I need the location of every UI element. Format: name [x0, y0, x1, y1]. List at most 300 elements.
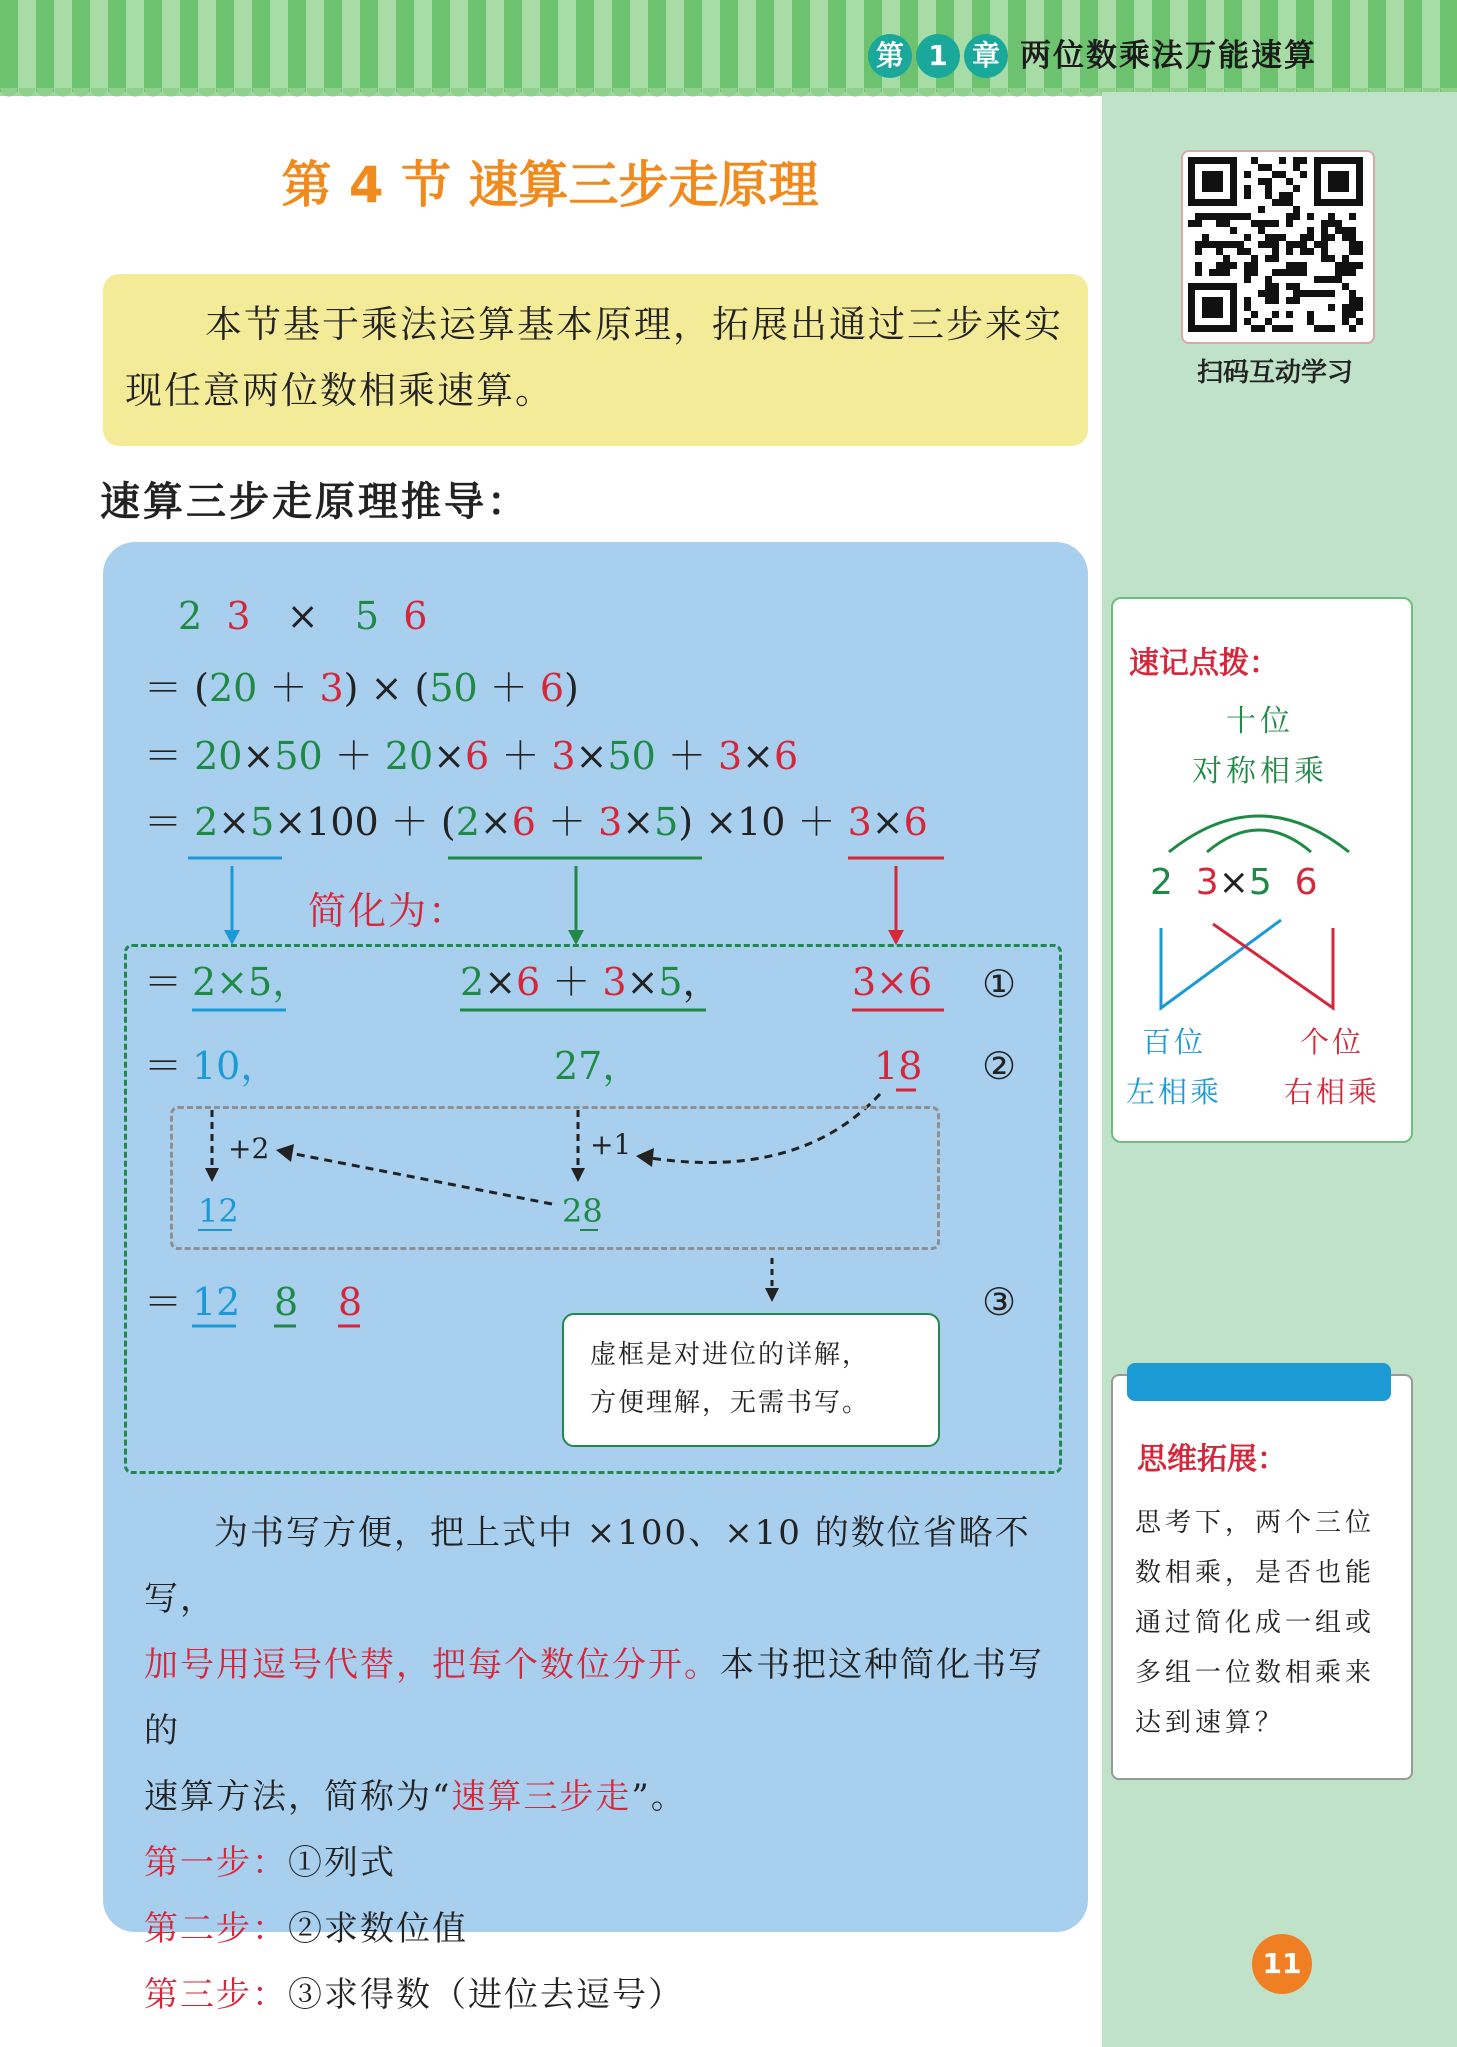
- operator: ×10 ＋: [693, 800, 848, 844]
- qr-module: [1293, 185, 1300, 192]
- qr-module: [1328, 220, 1335, 227]
- step3-marker: ③: [982, 1280, 1017, 1324]
- term: 6: [903, 800, 928, 844]
- thinking-tab: [1127, 1363, 1391, 1401]
- text: 本书把这种简化书写的: [144, 1645, 1044, 1751]
- qr-module: [1230, 213, 1237, 220]
- operator: ×: [433, 734, 466, 778]
- qr-module: [1342, 269, 1349, 276]
- text: 为书写方便，把上式中 ×100、×10 的数位省略不写，: [144, 1513, 1031, 1619]
- step3-hundreds: 12: [192, 1280, 241, 1324]
- qr-module: [1286, 297, 1293, 304]
- thinking-heading: 思维拓展：: [1137, 1442, 1287, 1477]
- qr-code-icon: [1183, 152, 1369, 338]
- qr-module: [1356, 248, 1363, 255]
- operator: ×: [242, 734, 275, 778]
- term: 50: [429, 666, 478, 710]
- paren: ): [678, 800, 694, 844]
- qr-module: [1279, 192, 1286, 199]
- qr-module: [1223, 241, 1230, 248]
- qr-module: [1356, 304, 1363, 311]
- term: 3: [602, 960, 627, 1004]
- carry-result-left: [198, 1192, 239, 1230]
- tip-digits: [1150, 862, 1318, 903]
- qr-module: [1293, 269, 1300, 276]
- equals-sign: ＝: [144, 800, 183, 844]
- qr-finder: [1202, 171, 1223, 192]
- qr-module: [1188, 220, 1195, 227]
- qr-module: [1286, 220, 1293, 227]
- qr-module: [1216, 262, 1223, 269]
- qr-module: [1244, 304, 1251, 311]
- qr-module: [1342, 234, 1349, 241]
- term: 2: [460, 960, 485, 1004]
- term: 20: [208, 666, 258, 710]
- qr-module: [1328, 304, 1335, 311]
- qr-module: [1335, 227, 1342, 234]
- step2-mid: 27，: [554, 1044, 641, 1088]
- qr-module: [1286, 248, 1293, 255]
- step-item: [144, 1896, 1074, 1962]
- tip-top-line-2: 对称相乘: [1192, 754, 1328, 789]
- step-item: [144, 1962, 1074, 2028]
- qr-module: [1272, 283, 1279, 290]
- qr-module: [1293, 206, 1300, 213]
- qr-module: [1300, 269, 1307, 276]
- qr-module: [1258, 227, 1265, 234]
- digit: 5: [354, 594, 380, 638]
- thinking-text: 思考下，两个三位数相乘，是否也能通过简化成一组或多组一位数相乘来达到速算？: [1135, 1508, 1376, 1738]
- carry-result-mid: [562, 1192, 603, 1230]
- term: 2: [455, 800, 480, 844]
- qr-module: [1342, 255, 1349, 262]
- qr-module: [1272, 269, 1279, 276]
- explanation-line-3: [144, 1764, 1074, 1830]
- qr-module: [1258, 206, 1265, 213]
- qr-module: [1286, 213, 1293, 220]
- qr-module: [1321, 241, 1328, 248]
- qr-module: [1265, 185, 1272, 192]
- step-label: 第二步：: [144, 1909, 288, 1949]
- qr-module: [1279, 234, 1286, 241]
- qr-module: [1314, 325, 1321, 332]
- qr-module: [1293, 157, 1300, 164]
- digit: 2: [178, 594, 203, 638]
- step1-right: 3×6: [852, 960, 933, 1004]
- qr-module: [1237, 213, 1244, 220]
- qr-module: [1216, 269, 1223, 276]
- digit: 6: [1294, 862, 1318, 903]
- qr-module: [1314, 276, 1321, 283]
- qr-module: [1356, 297, 1363, 304]
- qr-module: [1244, 192, 1251, 199]
- page-number: 11: [1252, 1934, 1312, 1994]
- qr-module: [1244, 318, 1251, 325]
- digit: 3: [226, 594, 251, 638]
- qr-module: [1293, 283, 1300, 290]
- qr-module: [1223, 213, 1230, 220]
- qr-module: [1265, 234, 1272, 241]
- qr-module: [1321, 290, 1328, 297]
- qr-module: [1216, 213, 1223, 220]
- qr-module: [1272, 311, 1279, 318]
- digit: 5: [1248, 862, 1272, 903]
- qr-module: [1237, 248, 1244, 255]
- operator: ＋: [257, 666, 320, 710]
- qr-module: [1349, 311, 1356, 318]
- qr-module: [1342, 283, 1349, 290]
- qr-code[interactable]: [1181, 150, 1375, 344]
- qr-module: [1195, 248, 1202, 255]
- equals-sign: ＝: [144, 1280, 183, 1324]
- qr-module: [1286, 283, 1293, 290]
- operator: ×: [484, 960, 517, 1004]
- qr-module: [1265, 220, 1272, 227]
- paren: (: [414, 666, 430, 710]
- qr-module: [1272, 255, 1279, 262]
- qr-module: [1321, 248, 1328, 255]
- carry-plus-1: +1: [590, 1128, 632, 1161]
- qr-module: [1265, 290, 1272, 297]
- qr-module: [1307, 248, 1314, 255]
- paren: ): [343, 666, 359, 710]
- qr-module: [1356, 241, 1363, 248]
- qr-module: [1195, 269, 1202, 276]
- text: 速算方法，简称为“: [144, 1777, 452, 1817]
- qr-module: [1293, 164, 1300, 171]
- qr-module: [1216, 248, 1223, 255]
- term: 5: [654, 800, 679, 844]
- operator: ×: [1218, 862, 1249, 903]
- qr-module: [1258, 164, 1265, 171]
- equals-sign: ＝: [144, 666, 183, 710]
- qr-module: [1251, 157, 1258, 164]
- digit: 8: [582, 1192, 603, 1230]
- term: 3: [717, 734, 743, 778]
- qr-module: [1328, 234, 1335, 241]
- term: 50: [274, 734, 323, 778]
- qr-module: [1223, 220, 1230, 227]
- qr-module: [1251, 311, 1258, 318]
- qr-module: [1349, 248, 1356, 255]
- qr-module: [1314, 290, 1321, 297]
- qr-module: [1244, 171, 1251, 178]
- chapter-suffix: 章: [971, 39, 1000, 72]
- operator: ×: [626, 960, 659, 1004]
- qr-module: [1216, 241, 1223, 248]
- tip-bottom-right-2: 右相乘: [1284, 1075, 1381, 1109]
- simplify-label: 简化为：: [308, 889, 469, 933]
- term: 20: [384, 734, 434, 778]
- operator: ×: [479, 800, 512, 844]
- qr-module: [1293, 241, 1300, 248]
- operator: ×: [286, 594, 319, 638]
- qr-module: [1307, 311, 1314, 318]
- qr-module: [1307, 290, 1314, 297]
- operator: ×: [575, 734, 608, 778]
- qr-module: [1293, 297, 1300, 304]
- qr-module: [1202, 234, 1209, 241]
- carry-plus-2: +2: [228, 1132, 270, 1165]
- qr-module: [1265, 164, 1272, 171]
- tip-bottom-right-1: 个位: [1300, 1025, 1365, 1059]
- carry-detail-box: [170, 1106, 940, 1250]
- step3-eq: [144, 1278, 182, 1326]
- qr-module: [1202, 213, 1209, 220]
- qr-module: [1307, 213, 1314, 220]
- qr-module: [1195, 262, 1202, 269]
- step3-units: 8: [338, 1280, 363, 1324]
- qr-module: [1328, 213, 1335, 220]
- qr-module: [1258, 290, 1265, 297]
- qr-module: [1265, 276, 1272, 283]
- qr-module: [1335, 269, 1342, 276]
- qr-module: [1202, 241, 1209, 248]
- paren: (: [194, 666, 209, 710]
- qr-module: [1286, 178, 1293, 185]
- digit: 1: [198, 1192, 219, 1230]
- step-item: [144, 1830, 1074, 1896]
- operator: ×: [218, 800, 251, 844]
- qr-module: [1300, 157, 1307, 164]
- qr-module: [1286, 192, 1293, 199]
- qr-module: [1272, 297, 1279, 304]
- step2-marker: ②: [982, 1044, 1017, 1088]
- qr-module: [1307, 318, 1314, 325]
- qr-module: [1258, 220, 1265, 227]
- qr-module: [1300, 290, 1307, 297]
- qr-module: [1314, 241, 1321, 248]
- qr-module: [1349, 297, 1356, 304]
- qr-module: [1279, 171, 1286, 178]
- qr-module: [1321, 255, 1328, 262]
- qr-module: [1244, 213, 1251, 220]
- qr-module: [1258, 325, 1265, 332]
- step1-mid: [460, 958, 721, 1006]
- qr-module: [1209, 241, 1216, 248]
- term: 3: [847, 800, 872, 844]
- qr-module: [1195, 213, 1202, 220]
- chapter-prefix: 第: [875, 39, 904, 72]
- paren: ): [564, 666, 579, 710]
- derivation-heading: 速算三步走原理推导：: [100, 479, 530, 525]
- qr-module: [1272, 199, 1279, 206]
- term: 50: [607, 734, 656, 778]
- qr-module: [1335, 262, 1342, 269]
- highlight-text: 速算三步走: [451, 1777, 632, 1817]
- term: 20: [194, 734, 243, 778]
- qr-module: [1209, 269, 1216, 276]
- step2-left: 10，: [192, 1044, 279, 1088]
- right-cross-line: [1213, 924, 1333, 1008]
- step2-eq: [144, 1042, 182, 1090]
- intro-text: 本节基于乘法运算基本原理，拓展出通过三步来实现任意两位数相乘速算。: [125, 303, 1063, 412]
- term: 2: [194, 800, 219, 844]
- step-label: 第三步：: [144, 1975, 288, 2015]
- qr-module: [1237, 241, 1244, 248]
- chapter-number: 1: [928, 39, 948, 72]
- term: 3: [551, 734, 576, 778]
- step-label: 第一步：: [144, 1843, 288, 1883]
- qr-module: [1349, 234, 1356, 241]
- qr-module: [1244, 262, 1251, 269]
- operator: ＋: [535, 800, 599, 844]
- tip-bottom-left-1: 百位: [1142, 1025, 1207, 1059]
- qr-module: [1244, 185, 1251, 192]
- step2-right: [874, 1042, 922, 1090]
- tip-heading: 速记点拨：: [1129, 646, 1279, 681]
- qr-module: [1265, 297, 1272, 304]
- qr-module: [1300, 248, 1307, 255]
- qr-module: [1272, 290, 1279, 297]
- term: 3: [598, 800, 623, 844]
- operator: ＋: [489, 734, 552, 778]
- equals-sign: ＝: [144, 1044, 183, 1088]
- qr-module: [1300, 241, 1307, 248]
- qr-module: [1342, 304, 1349, 311]
- qr-module: [1230, 241, 1237, 248]
- qr-module: [1286, 241, 1293, 248]
- qr-module: [1349, 241, 1356, 248]
- qr-module: [1321, 227, 1328, 234]
- qr-module: [1265, 192, 1272, 199]
- qr-module: [1335, 276, 1342, 283]
- operator: ×100 ＋ (: [274, 800, 456, 844]
- step1-marker: ①: [982, 962, 1017, 1006]
- operator: ×: [622, 800, 655, 844]
- term: 6: [511, 800, 536, 844]
- comma: ，: [682, 960, 721, 1004]
- qr-module: [1258, 241, 1265, 248]
- qr-module: [1272, 241, 1279, 248]
- qr-module: [1244, 276, 1251, 283]
- note-line: 虚框是对进位的详解，: [590, 1340, 871, 1370]
- operator: ＋: [322, 734, 385, 778]
- explanation: [144, 1500, 1074, 2028]
- qr-module: [1223, 262, 1230, 269]
- digit: 2: [562, 1192, 583, 1230]
- qr-module: [1349, 269, 1356, 276]
- section-title: 第 4 节 速算三步走原理: [281, 156, 819, 214]
- operator: ＋: [477, 666, 540, 710]
- qr-module: [1321, 234, 1328, 241]
- qr-finder: [1328, 171, 1349, 192]
- digit: 2: [1150, 862, 1173, 903]
- operator: ＋: [540, 960, 603, 1004]
- term: 5: [658, 960, 683, 1004]
- tip-top-line-1: 十位: [1226, 704, 1294, 739]
- qr-module: [1293, 213, 1300, 220]
- qr-module: [1244, 234, 1251, 241]
- term: 3: [319, 666, 344, 710]
- qr-module: [1300, 234, 1307, 241]
- qr-module: [1349, 213, 1356, 220]
- inner-arc: [1207, 830, 1311, 852]
- digit: 2: [218, 1192, 239, 1230]
- qr-module: [1195, 241, 1202, 248]
- qr-module: [1321, 276, 1328, 283]
- qr-module: [1300, 171, 1307, 178]
- highlight-text: 加号用逗号代替，把每个数位分开。: [144, 1645, 720, 1685]
- qr-module: [1279, 325, 1286, 332]
- qr-module: [1272, 234, 1279, 241]
- qr-module: [1328, 290, 1335, 297]
- arrow-head-red: [888, 930, 904, 945]
- qr-module: [1251, 325, 1258, 332]
- qr-module: [1321, 220, 1328, 227]
- digit: 3: [1195, 862, 1219, 903]
- qr-module: [1286, 325, 1293, 332]
- qr-module: [1216, 220, 1223, 227]
- qr-module: [1230, 262, 1237, 269]
- term: 5: [250, 800, 275, 844]
- equals-sign: ＝: [144, 734, 183, 778]
- left-cross-line: [1161, 920, 1281, 1008]
- qr-module: [1209, 213, 1216, 220]
- qr-module: [1321, 325, 1328, 332]
- qr-module: [1265, 318, 1272, 325]
- step-text: ②求数位值: [288, 1909, 468, 1949]
- qr-module: [1328, 325, 1335, 332]
- term: 6: [465, 734, 490, 778]
- qr-module: [1244, 269, 1251, 276]
- qr-module: [1251, 255, 1258, 262]
- qr-module: [1335, 220, 1342, 227]
- qr-module: [1286, 262, 1293, 269]
- operator: ×: [742, 734, 774, 778]
- text: ”。: [631, 1777, 687, 1817]
- digit: 1: [874, 1044, 899, 1088]
- operator: ×: [358, 666, 415, 710]
- digit: 6: [403, 594, 428, 638]
- qr-module: [1251, 262, 1258, 269]
- term: 6: [539, 666, 565, 710]
- qr-module: [1223, 269, 1230, 276]
- qr-module: [1244, 297, 1251, 304]
- qr-module: [1265, 255, 1272, 262]
- qr-module: [1300, 262, 1307, 269]
- qr-module: [1293, 262, 1300, 269]
- qr-module: [1265, 283, 1272, 290]
- qr-module: [1272, 248, 1279, 255]
- qr-module: [1279, 199, 1286, 206]
- equals-sign: ＝: [144, 960, 183, 1004]
- qr-module: [1272, 220, 1279, 227]
- qr-module: [1258, 178, 1265, 185]
- qr-module: [1342, 227, 1349, 234]
- explanation-line-1: [144, 1500, 1074, 1632]
- tip-bottom-left-2: 左相乘: [1126, 1075, 1223, 1109]
- step1-left: 2×5，: [192, 960, 311, 1004]
- arrow-head-blue: [224, 930, 240, 945]
- qr-module: [1328, 255, 1335, 262]
- qr-module: [1342, 318, 1349, 325]
- explanation-line-2: [144, 1632, 1074, 1764]
- qr-module: [1342, 311, 1349, 318]
- digit: 8: [898, 1044, 923, 1088]
- qr-module: [1272, 325, 1279, 332]
- step-text: ①列式: [288, 1843, 396, 1883]
- term: 6: [516, 960, 541, 1004]
- qr-module: [1342, 262, 1349, 269]
- step3-tens: 8: [274, 1280, 299, 1324]
- qr-module: [1356, 318, 1363, 325]
- qr-module: [1349, 325, 1356, 332]
- qr-module: [1251, 220, 1258, 227]
- qr-module: [1293, 290, 1300, 297]
- qr-finder: [1202, 297, 1223, 318]
- term: 6: [774, 734, 799, 778]
